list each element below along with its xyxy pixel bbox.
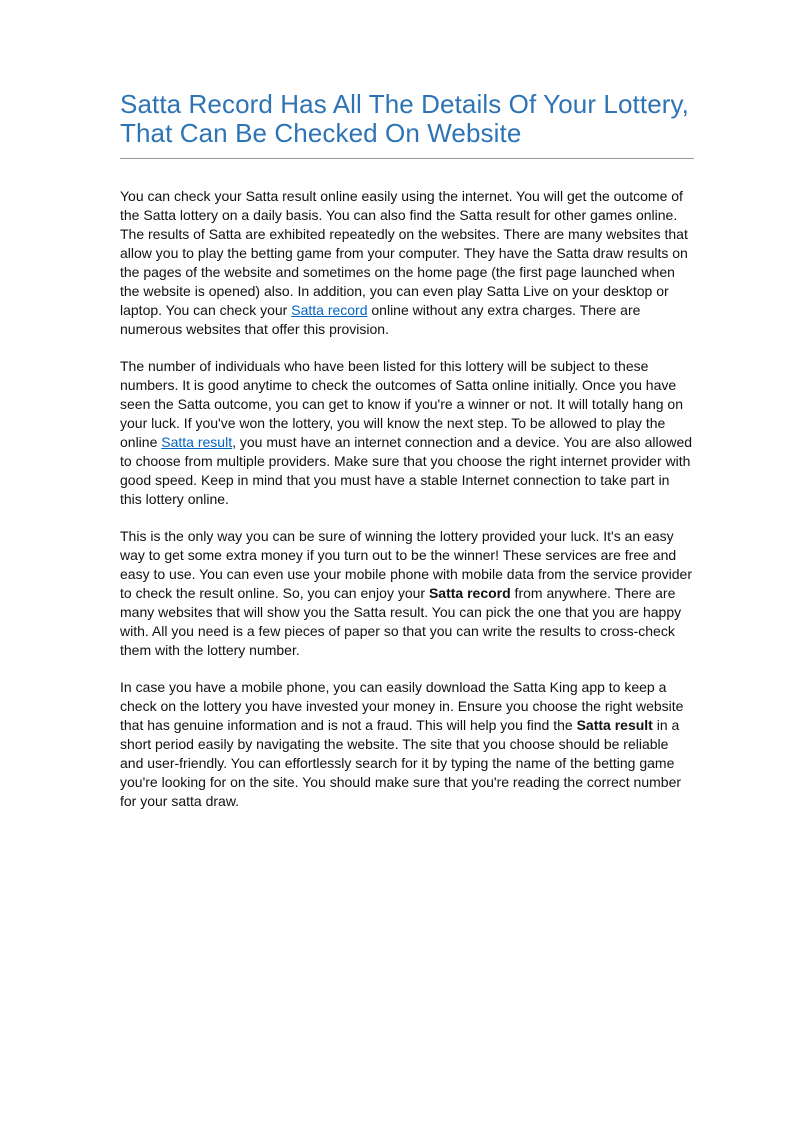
satta-record-link[interactable]: Satta record <box>291 302 368 319</box>
paragraph-1 <box>120 187 694 339</box>
article-body <box>120 187 694 811</box>
paragraph-2-text-before: The number of individuals who have been listed for this lottery will be subject to these numbers. It is good anytime to check the outcomes of Satta online initially. Once you have seen the Satta outcome, you can get to know if you're a winner or not. It will totally hang on your luck. If you've won the lottery, you will know the next step. To be allowed to play the online <box>120 358 683 451</box>
paragraph-3 <box>120 527 694 660</box>
paragraph-3-text-after: from anywhere. There are many websites that will show you the Satta result. You can pick the one that you are happy with. All you need is a few pieces of paper so that you can write the results to cross-check them with the lottery number. <box>120 585 682 659</box>
satta-record-bold-text: Satta record <box>428 585 511 602</box>
paragraph-4-text-after: in a short period easily by navigating the website. The site that you choose should be reliable and user-friendly. You can effortlessly search for it by typing the name of the betting game you're looking for on the site. You should make sure that you're reading the correct number for your satta draw. <box>120 717 682 810</box>
paragraph-4 <box>120 678 694 811</box>
satta-result-link[interactable]: Satta result <box>161 434 233 451</box>
satta-result-bold-text: Satta result <box>576 717 653 734</box>
paragraph-1-text-before: You can check your Satta result online easily using the internet. You will get the outcome of the Satta lottery on a daily basis. You can also find the Satta result for other games online. The results of Satta are exhibited repeatedly on the websites. There are many websites that allow you to play the betting game from your computer. They have the Satta draw results on the pages of the website and sometimes on the home page (the first page launched when the website is opened) also. In addition, you can even play Satta Live on your desktop or laptop. You can check your <box>120 188 688 319</box>
paragraph-1-text-after: online without any extra charges. There are numerous websites that offer this provision. <box>120 302 641 338</box>
paragraph-2-text-after: , you must have an internet connection and a device. You are also allowed to choose from multiple providers. Make sure that you choose the right internet provider with good speed. Keep in mind that you must have a stable Internet connection to take part in this lottery online. <box>120 434 693 508</box>
paragraph-3-text-before: This is the only way you can be sure of winning the lottery provided your luck. It's an easy way to get some extra money if you turn out to be the winner! These services are free and easy to use. You can even use your mobile phone with mobile data from the service provider to check the result online. So, you can enjoy your <box>120 528 692 602</box>
page-title: Satta Record Has All The Details Of Your Lottery, That Can Be Checked On Website <box>120 90 694 159</box>
paragraph-2 <box>120 357 694 509</box>
paragraph-4-text-before: In case you have a mobile phone, you can easily download the Satta King app to keep a check on the lottery you have invested your money in. Ensure you choose the right website that has genuine information and is not a fraud. This will help you find the <box>120 679 684 734</box>
